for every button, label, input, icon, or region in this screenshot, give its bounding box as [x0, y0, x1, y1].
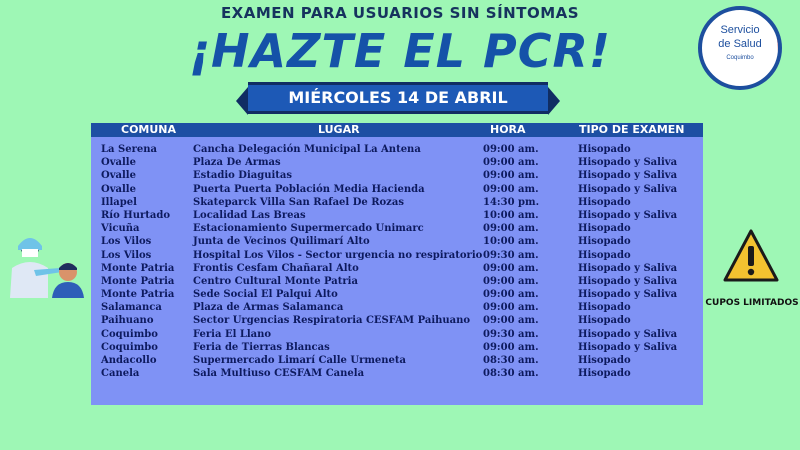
cell-hora: 09:00 am.: [483, 302, 539, 314]
cell-comuna: Coquimbo: [101, 328, 158, 340]
schedule-table: [91, 123, 703, 405]
servicio-salud-logo: [698, 6, 782, 90]
cell-lugar: Skateparck Villa San Rafael De Rozas: [193, 196, 404, 208]
table-row: [91, 222, 703, 235]
cell-hora: 09:30 am.: [483, 328, 539, 340]
cell-hora: 09:00 am.: [483, 341, 539, 353]
cell-tipo: Hisopado: [578, 223, 631, 235]
cell-lugar: Sector Urgencias Respiratoria CESFAM Paihuano: [193, 315, 471, 327]
cell-comuna: Salamanca: [101, 302, 162, 314]
cell-lugar: Puerta Puerta Población Media Hacienda: [193, 183, 425, 195]
cell-tipo: Hisopado: [578, 196, 631, 208]
page-title: ¡HAZTE EL PCR!: [189, 24, 611, 78]
cell-tipo: Hisopado y Saliva: [578, 262, 678, 274]
cell-tipo: Hisopado y Saliva: [578, 170, 678, 182]
cell-lugar: Plaza de Armas Salamanca: [193, 302, 344, 314]
cell-tipo: Hisopado: [578, 368, 631, 380]
table-row: [91, 235, 703, 248]
cell-tipo: Hisopado: [578, 302, 631, 314]
cell-comuna: Ovalle: [101, 170, 136, 182]
cell-lugar: Junta de Vecinos Quilimarí Alto: [193, 236, 370, 248]
cell-lugar: Feria El Llano: [193, 328, 272, 340]
cell-hora: 09:00 am.: [483, 170, 539, 182]
table-header: [91, 123, 703, 137]
warning-triangle-icon: [722, 228, 780, 284]
cell-tipo: Hisopado y Saliva: [578, 275, 678, 287]
cell-comuna: Illapel: [101, 196, 137, 208]
table-row: [91, 354, 703, 367]
table-row: [91, 249, 703, 262]
table-row: [91, 288, 703, 301]
cell-lugar: Centro Cultural Monte Patria: [193, 275, 358, 287]
cell-hora: 08:30 am.: [483, 368, 539, 380]
cell-lugar: Estacionamiento Supermercado Unimarc: [193, 223, 424, 235]
table-row: [91, 156, 703, 169]
cell-comuna: Paihuano: [101, 315, 154, 327]
cell-comuna: Ovalle: [101, 183, 136, 195]
pcr-test-person-icon: [4, 232, 84, 298]
cell-comuna: La Serena: [101, 144, 157, 155]
logo-line1: Servicio: [720, 24, 760, 36]
cell-hora: 10:00 am.: [483, 209, 539, 221]
cell-comuna: Vicuña: [101, 223, 140, 235]
cell-comuna: Andacollo: [101, 355, 157, 366]
cell-comuna: Monte Patria: [101, 262, 175, 274]
table-row: [91, 367, 703, 380]
cell-tipo: Hisopado y Saliva: [578, 209, 678, 221]
cell-comuna: Monte Patria: [101, 275, 175, 287]
table-row: [91, 341, 703, 354]
cell-comuna: Río Hurtado: [101, 209, 171, 221]
table-row: [91, 169, 703, 182]
cell-tipo: Hisopado y Saliva: [578, 157, 678, 169]
cell-hora: 10:00 am.: [483, 236, 539, 248]
cell-lugar: Sede Social El Palqui Alto: [193, 289, 338, 301]
cell-lugar: Estadio Diaguitas: [193, 170, 293, 182]
header-comuna: COMUNA: [121, 123, 177, 136]
cell-tipo: Hisopado y Saliva: [578, 183, 678, 195]
cell-tipo: Hisopado: [578, 249, 631, 261]
cell-lugar: Plaza De Armas: [193, 157, 281, 169]
subtitle: EXAMEN PARA USUARIOS SIN SÍNTOMAS: [220, 4, 580, 22]
cell-comuna: Ovalle: [101, 157, 136, 169]
cell-comuna: Los Vilos: [101, 236, 152, 248]
cell-lugar: Localidad Las Breas: [193, 209, 306, 221]
cell-tipo: Hisopado y Saliva: [578, 328, 678, 340]
cell-tipo: Hisopado: [578, 315, 631, 327]
header-lugar: LUGAR: [318, 123, 360, 136]
cell-hora: 08:30 am.: [483, 355, 539, 366]
header-tipo: TIPO DE EXAMEN: [579, 123, 685, 136]
cell-hora: 09:00 am.: [483, 262, 539, 274]
table-row: [91, 143, 703, 156]
cell-tipo: Hisopado: [578, 236, 631, 248]
cell-tipo: Hisopado y Saliva: [578, 289, 678, 301]
cell-tipo: Hisopado: [578, 355, 631, 366]
cell-hora: 09:00 am.: [483, 183, 539, 195]
cell-comuna: Coquimbo: [101, 341, 158, 353]
table-row: [91, 314, 703, 327]
cell-hora: 09:30 am.: [483, 249, 539, 261]
table-row: [91, 183, 703, 196]
cell-comuna: Canela: [101, 368, 140, 380]
cell-hora: 09:00 am.: [483, 289, 539, 301]
table-row: [91, 262, 703, 275]
cupos-limitados-text: CUPOS LIMITADOS: [705, 298, 799, 308]
date-ribbon: MIÉRCOLES 14 DE ABRIL: [248, 82, 548, 114]
logo-line2: de Salud: [718, 38, 762, 50]
cell-hora: 09:00 am.: [483, 275, 539, 287]
cell-hora: 14:30 pm.: [483, 196, 540, 208]
cell-tipo: Hisopado y Saliva: [578, 341, 678, 353]
table-row: [91, 275, 703, 288]
cell-comuna: Los Vilos: [101, 249, 152, 261]
header-hora: HORA: [490, 123, 526, 136]
cell-tipo: Hisopado: [578, 144, 631, 155]
table-row: [91, 328, 703, 341]
cell-lugar: Hospital Los Vilos - Sector urgencia no respiratorio: [193, 249, 483, 261]
cell-hora: 09:00 am.: [483, 315, 539, 327]
cell-lugar: Frontis Cesfam Chañaral Alto: [193, 262, 359, 274]
cell-hora: 09:00 am.: [483, 157, 539, 169]
table-row: [91, 301, 703, 314]
cell-hora: 09:00 am.: [483, 144, 539, 155]
logo-line3: Coquimbo: [726, 55, 754, 61]
cell-hora: 09:00 am.: [483, 223, 539, 235]
cell-lugar: Supermercado Limarí Calle Urmeneta: [193, 355, 407, 366]
table-row: [91, 209, 703, 222]
table-row: [91, 196, 703, 209]
cell-lugar: Feria de Tierras Blancas: [193, 341, 330, 353]
table-body: [91, 143, 703, 380]
cell-lugar: Sala Multiuso CESFAM Canela: [193, 368, 365, 380]
cell-comuna: Monte Patria: [101, 289, 175, 301]
cell-lugar: Cancha Delegación Municipal La Antena: [193, 144, 421, 155]
